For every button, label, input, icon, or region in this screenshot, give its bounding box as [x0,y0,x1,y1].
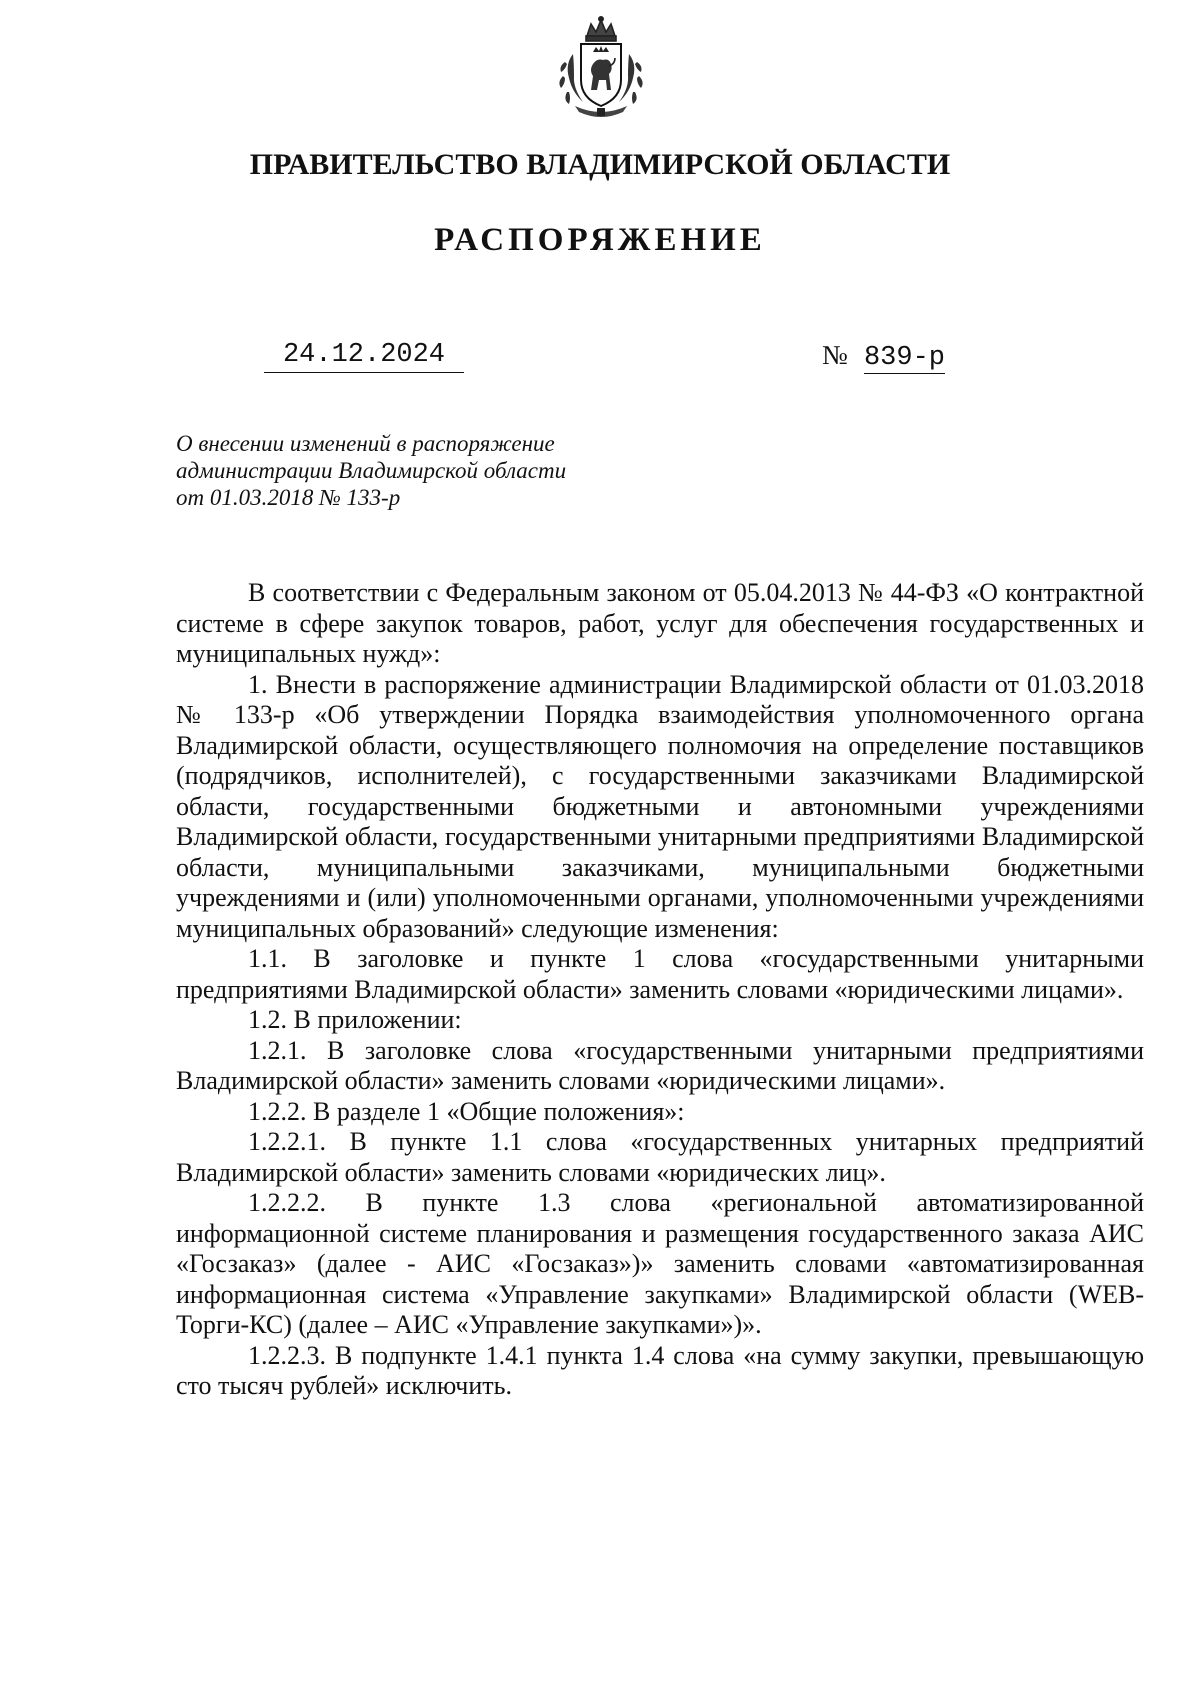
document-type: РАСПОРЯЖЕНИЕ [434,222,766,258]
document-body [176,578,1144,1402]
paragraph-item-1-2-2: 1.2.2. В разделе 1 «Общие положения»: [248,1096,685,1126]
number-sign: № [822,340,848,370]
document-number [822,340,945,373]
government-title: ПРАВИТЕЛЬСТВО ВЛАДИМИРСКОЙ ОБЛАСТИ [249,148,951,181]
document-subject [176,430,566,511]
paragraph-item-1-2-1: 1.2.1. В заголовке слова «государственными унитарными предприятиями Владимирской области» заменить словами «юридическими лицами». [176,1035,1144,1095]
number-value: 839-р [863,343,945,373]
subject-line: О внесении изменений в распоряжение [176,431,555,456]
coat-of-arms-icon [553,14,649,120]
paragraph-item-1-2-2-1: 1.2.2.1. В пункте 1.1 слова «государственных унитарных предприятий Владимирской области» заменить словами «юридических лиц». [176,1127,1144,1187]
paragraph-preamble: В соответствии с Федеральным законом от 05.04.2013 № 44-ФЗ «О контрактной системе в сфере закупок товаров, работ, услуг для обеспечения государственных и муниципальных нужд»: [176,578,1144,668]
document-date: 24.12.2024 [264,340,464,373]
paragraph-item-1-2: 1.2. В приложении: [248,1005,462,1034]
paragraph-item-1-1: 1.1. В заголовке и пункте 1 слова «государственными унитарными предприятиями Владимирской области» заменить словами «юридическими лицами». [176,944,1144,1004]
subject-line: администрации Владимирской области [176,458,567,483]
paragraph-item-1-2-2-2: 1.2.2.2. В пункте 1.3 слова «региональной автоматизированной информационной системе планирования и размещения государственного заказа АИС «Госзаказ» (далее - АИС «Госзаказ»)» заменить словами «автоматизированная информационная система «Управление закупками» Владимирской области (WEB-Торги-КС) (далее – АИС «Управление закупками»)». [176,1188,1144,1339]
paragraph-item-1: 1. Внести в распоряжение администрации Владимирской области от 01.03.2018 № 133-р «Об утверждении Порядка взаимодействия уполномоченного органа Владимирской области, осуществляющего полномочия на определение поставщиков (подрядчиков, исполнителей), с государственными заказчиками Владимирской области, государственными бюджетными и автономными учреждениями Владимирской области, государственными унитарными предприятиями Владимирской области, муниципальными заказчиками, муниципальными бюджетными учреждениями и (или) уполномоченными органами, уполномоченными учреждениями муниципальных образований» следующие изменения: [176,669,1144,943]
paragraph-item-1-2-2-3: 1.2.2.3. В подпункте 1.4.1 пункта 1.4 слова «на сумму закупки, превышающую сто тысяч рублей» исключить. [176,1340,1144,1400]
subject-line: от 01.03.2018 № 133-р [176,485,401,510]
